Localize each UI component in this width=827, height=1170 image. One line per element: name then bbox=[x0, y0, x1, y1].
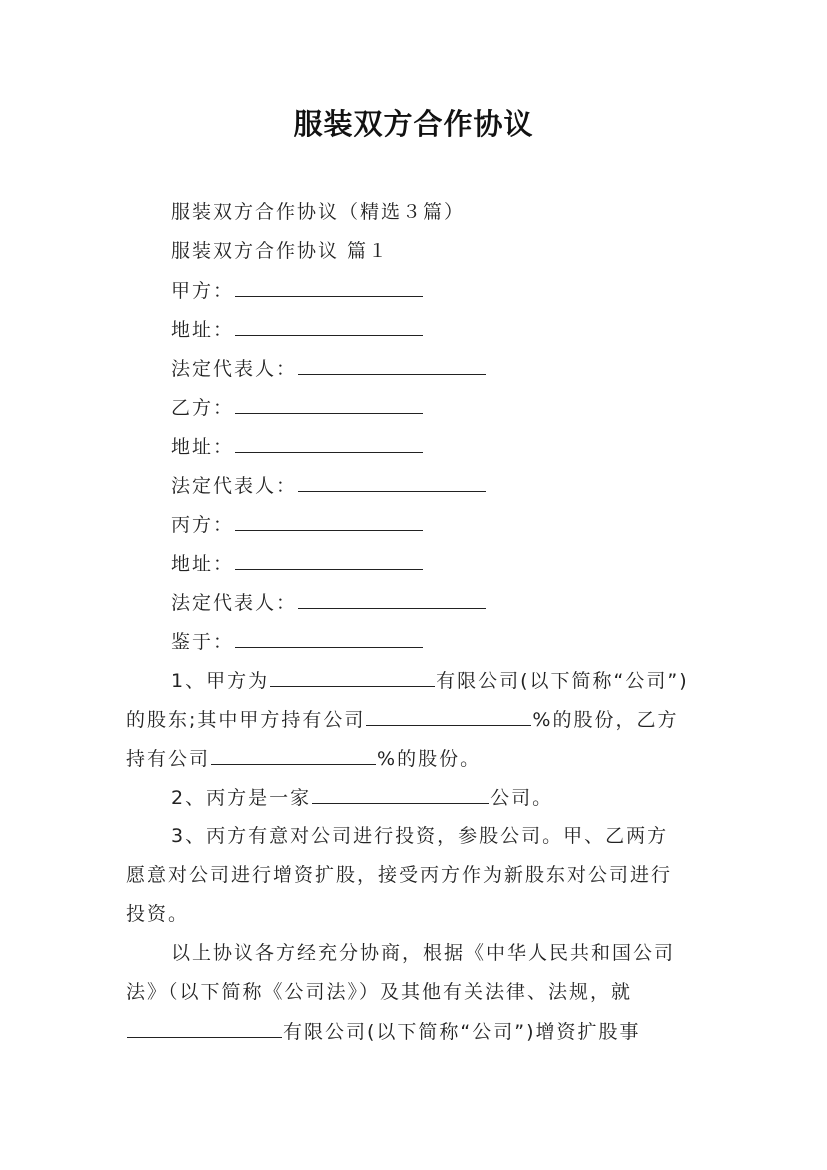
rep-a-label: 法定代表人： bbox=[171, 358, 298, 380]
document-title: 服装双方合作协议 bbox=[293, 107, 534, 141]
address-b-label: 地址： bbox=[171, 436, 235, 458]
rep-a-line bbox=[171, 355, 487, 381]
party-b-blank bbox=[235, 394, 423, 414]
rep-a-blank bbox=[298, 355, 486, 375]
party-a-line bbox=[171, 277, 424, 303]
rep-b-blank bbox=[298, 472, 486, 492]
whereas-label: 鉴于： bbox=[171, 631, 235, 653]
clause1-line1 bbox=[171, 667, 689, 693]
clause1-text: %的股份。 bbox=[377, 748, 482, 770]
clause1-text: 持有公司 bbox=[126, 748, 211, 770]
clause3-line2: 愿意对公司进行增资扩股，接受丙方作为新股东对公司进行 bbox=[126, 864, 673, 886]
address-b-line bbox=[171, 433, 424, 459]
share-a-blank bbox=[366, 706, 531, 726]
party-c-blank bbox=[235, 511, 423, 531]
rep-c-label: 法定代表人： bbox=[171, 592, 298, 614]
party-b-label: 乙方： bbox=[171, 397, 235, 419]
clause4-line2: 法》（以下简称《公司法》）及其他有关法律、法规，就 bbox=[126, 981, 633, 1003]
address-c-label: 地址： bbox=[171, 553, 235, 575]
clause2-text: 公司。 bbox=[490, 787, 554, 809]
clause1-line2 bbox=[126, 706, 678, 732]
clause2-line bbox=[171, 784, 553, 810]
clause3-line3: 投资。 bbox=[126, 903, 190, 925]
part-heading: 服装双方合作协议 篇１ bbox=[171, 240, 390, 262]
clause4-line1: 以上协议各方经充分协商，根据《中华人民共和国公司 bbox=[171, 942, 676, 964]
rep-b-label: 法定代表人： bbox=[171, 475, 298, 497]
clause4-line3 bbox=[126, 1018, 641, 1044]
rep-b-line bbox=[171, 472, 487, 498]
party-c-line bbox=[171, 511, 424, 537]
document-subtitle: 服装双方合作协议（精选３篇） bbox=[171, 201, 466, 223]
party-b-line bbox=[171, 394, 424, 420]
address-a-blank bbox=[235, 316, 423, 336]
whereas-line bbox=[171, 628, 424, 654]
company-name-blank bbox=[270, 667, 435, 687]
clause1-text: 有限公司(以下简称“公司”) bbox=[436, 670, 689, 692]
address-b-blank bbox=[235, 433, 423, 453]
company-name-blank-2 bbox=[127, 1018, 282, 1038]
clause1-text: %的股份，乙方 bbox=[532, 709, 679, 731]
whereas-blank bbox=[235, 628, 423, 648]
party-c-label: 丙方： bbox=[171, 514, 235, 536]
clause4-text: 有限公司(以下简称“公司”)增资扩股事 bbox=[283, 1021, 641, 1043]
address-a-line bbox=[171, 316, 424, 342]
party-a-blank bbox=[235, 277, 423, 297]
clause1-line3 bbox=[126, 745, 481, 771]
share-b-blank bbox=[211, 745, 376, 765]
address-a-label: 地址： bbox=[171, 319, 235, 341]
clause2-text: 2、丙方是一家 bbox=[171, 787, 312, 809]
address-c-blank bbox=[235, 550, 423, 570]
clause1-text: 1、甲方为 bbox=[171, 670, 270, 692]
clause1-text: 的股东;其中甲方持有公司 bbox=[126, 709, 366, 731]
party-a-label: 甲方： bbox=[171, 280, 235, 302]
rep-c-line bbox=[171, 589, 487, 615]
rep-c-blank bbox=[298, 589, 486, 609]
company-type-blank bbox=[312, 784, 489, 804]
address-c-line bbox=[171, 550, 424, 576]
clause3-line1: 3、丙方有意对公司进行投资，参股公司。甲、乙两方 bbox=[171, 825, 669, 847]
